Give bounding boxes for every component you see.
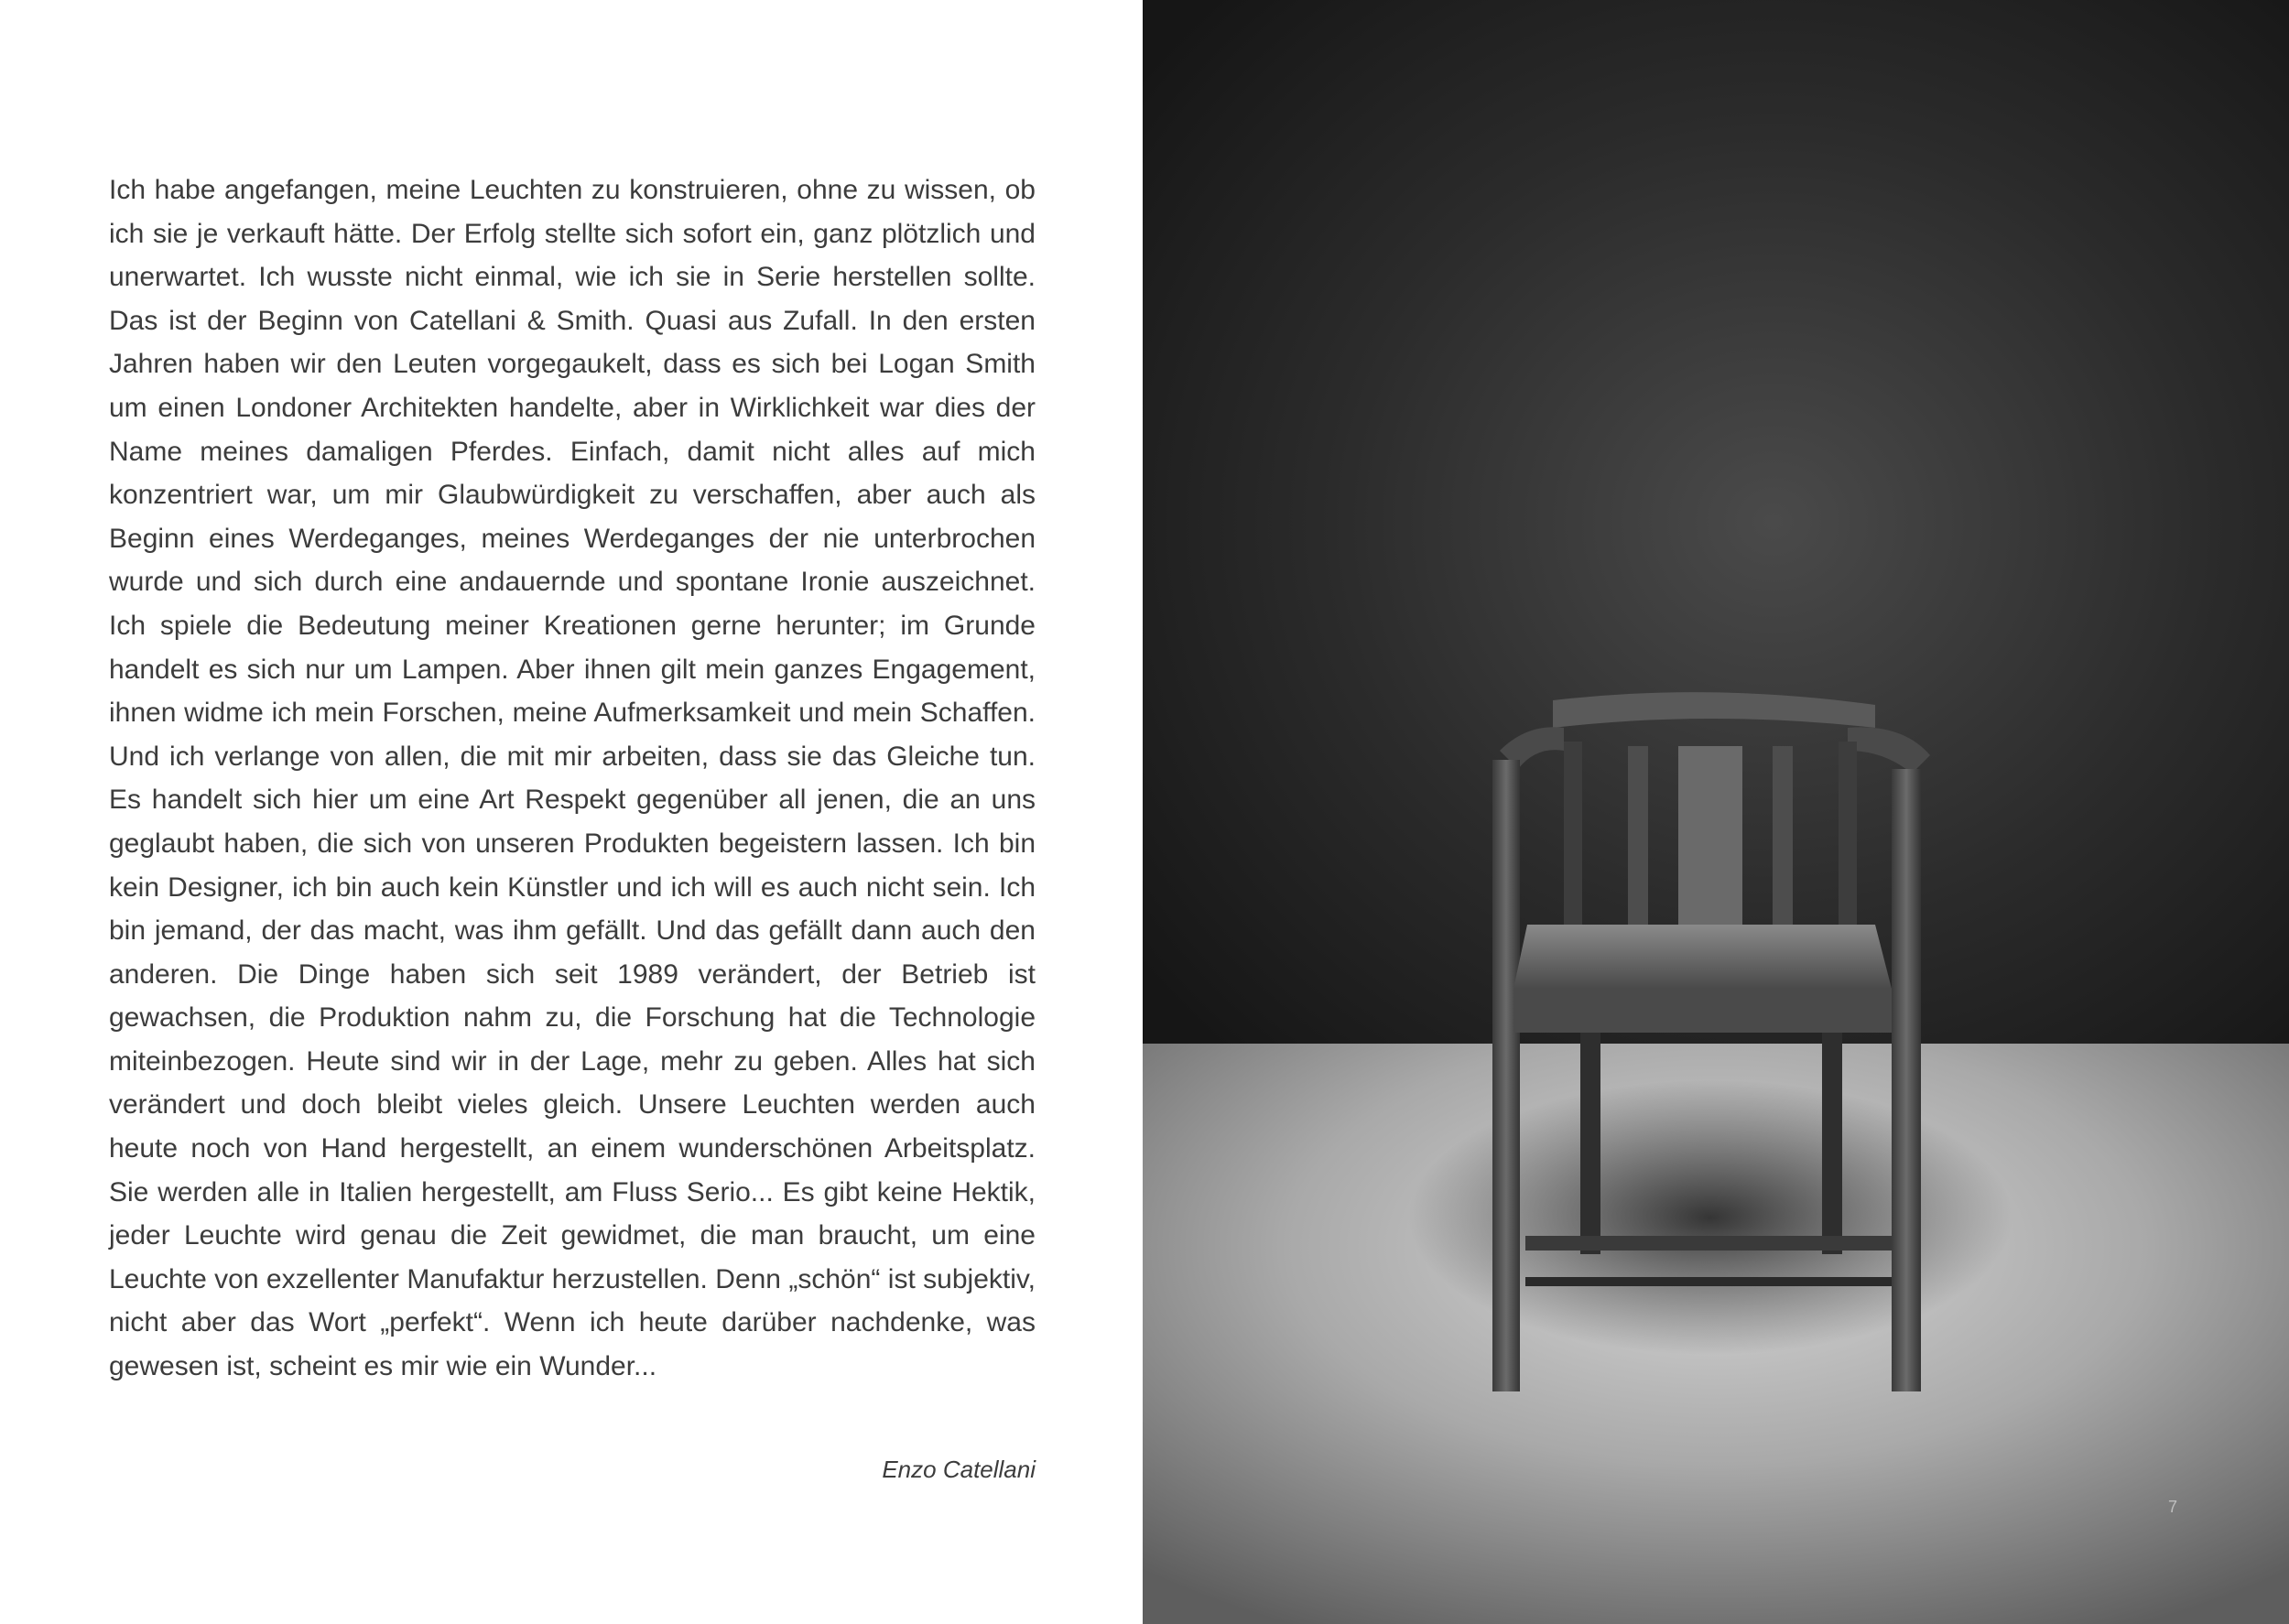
chair-seat <box>1513 925 1892 989</box>
body-paragraph: Ich habe angefangen, meine Leuchten zu konstruieren, ohne zu wissen, ob ich sie je verkauft hätte. Der Erfolg stellte sich sofort ein, ganz plötzlich und unerwartet. Ich wusste nicht einmal, wie ich sie in Serie herstellen sollte. Das ist der Beginn von Catellani & Smith. Quasi aus Zufall. In den ersten Jahren haben wir den Leuten vorgegaukelt, dass es sich bei Logan Smith um einen Londoner Architekten handelte, aber in Wirklichkeit war dies der Name meines damaligen Pferdes. Einfach, damit nicht alles auf mich konzentriert war, um mir Glaubwürdigkeit zu verschaffen, aber auch als Beginn eines Werdeganges, meines Werdeganges der nie unterbrochen wurde und sich durch eine andauernde und spontane Ironie auszeichnet. Ich spiele die Bedeutung meiner Kreationen gerne herunter; im Grunde handelt es sich nur um Lampen. Aber ihnen gilt mein ganzes Engagement, ihnen widme ich mein Forschen, meine Aufmerksamkeit und mein Schaffen. Und ich verlange von allen, die mit mir arbeiten, dass sie das Gleiche tun. Es handelt sich hier um eine Art Respekt gegenüber all jenen, die an uns geglaubt haben, die sich von unseren Produkten begeistern lassen. Ich bin kein Designer, ich bin auch kein Künstler und ich will es auch nicht sein. Ich bin jemand, der das macht, was ihm gefällt. Und das gefällt dann auch den anderen. Die Dinge haben sich seit 1989 verändert, der Betrieb ist gewachsen, die Produktion nahm zu, die Forschung hat die Technologie miteinbezogen. Heute sind wir in der Lage, mehr zu geben. Alles hat sich verändert und doch bleibt vieles gleich. Unsere Leuchten werden auch heute noch von Hand hergestellt, an einem wunderschönen Arbeitsplatz. Sie werden alle in Italien hergestellt, am Fluss Serio... Es gibt keine Hektik, jeder Leuchte wird genau die Zeit gewidmet, die man braucht, um eine Leuchte von exzellenter Manufaktur herzustellen. Denn „schön“ ist subjektiv, nicht aber das Wort „perfekt“. Wenn ich heute darüber nachdenke, was gewesen ist, scheint es mir wie ein Wunder... <box>109 175 1036 1382</box>
chair-photo <box>1143 0 2289 1624</box>
text-page <box>0 0 1143 1624</box>
chair-stretcher <box>1525 1236 1892 1250</box>
photo-page <box>1143 0 2289 1624</box>
chair-front-right-leg <box>1892 769 1921 1391</box>
chair-apron <box>1513 989 1892 1033</box>
chair-slat-center <box>1678 746 1742 929</box>
page-number: 7 <box>2167 1498 2177 1516</box>
chair-front-left-leg <box>1492 760 1520 1391</box>
chair-slat-left <box>1628 746 1648 929</box>
chair-slat-right <box>1773 746 1793 929</box>
author-signature: Enzo Catellani <box>882 1456 1036 1483</box>
